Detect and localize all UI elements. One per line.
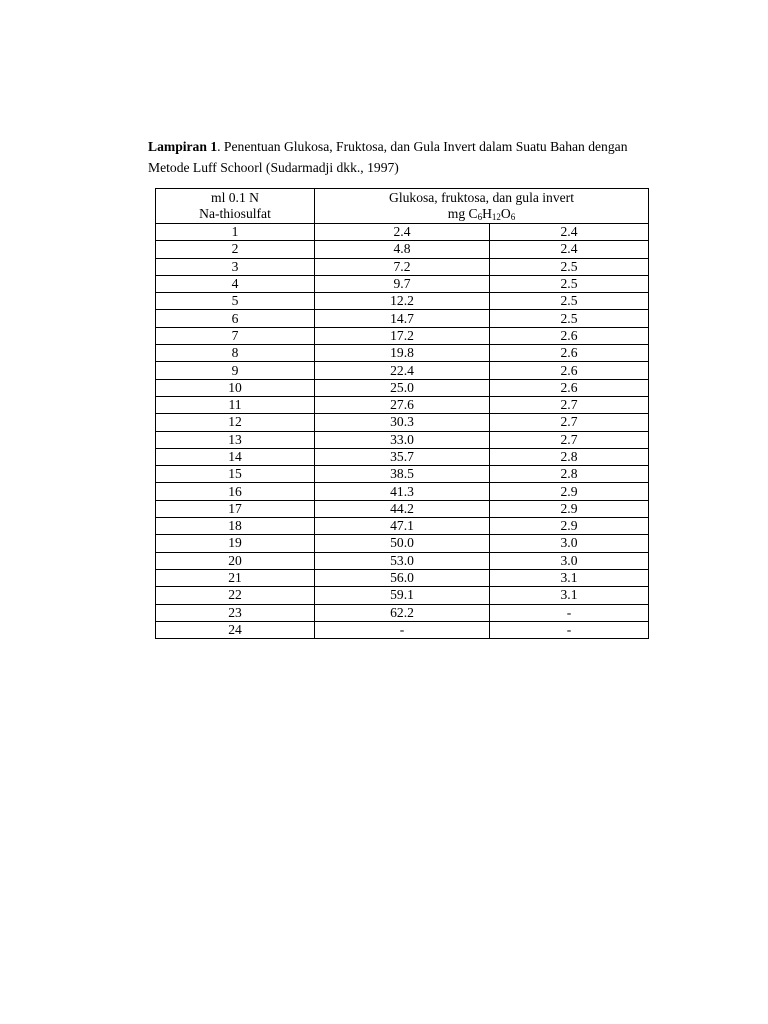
table-row bbox=[156, 327, 649, 344]
table-row bbox=[156, 310, 649, 327]
cell-glukosa-mg: 50.0 bbox=[315, 535, 490, 552]
cell-glukosa-increment: 2.5 bbox=[490, 258, 649, 275]
cell-thiosulfat-ml: 14 bbox=[156, 448, 315, 465]
table-row bbox=[156, 224, 649, 241]
cell-glukosa-mg: 2.4 bbox=[315, 224, 490, 241]
header-thiosulfat bbox=[156, 189, 315, 224]
cell-glukosa-mg: 53.0 bbox=[315, 552, 490, 569]
cell-thiosulfat-ml: 11 bbox=[156, 396, 315, 413]
table-row bbox=[156, 414, 649, 431]
formula-prefix: mg C bbox=[447, 206, 478, 221]
table-row bbox=[156, 535, 649, 552]
cell-glukosa-increment: 3.0 bbox=[490, 552, 649, 569]
cell-glukosa-mg: 47.1 bbox=[315, 518, 490, 535]
table-row bbox=[156, 258, 649, 275]
formula-o: O bbox=[500, 206, 511, 221]
cell-glukosa-mg: 30.3 bbox=[315, 414, 490, 431]
cell-glukosa-increment: 2.9 bbox=[490, 483, 649, 500]
formula-h: H bbox=[482, 206, 492, 221]
cell-glukosa-mg: 17.2 bbox=[315, 327, 490, 344]
table-row bbox=[156, 293, 649, 310]
cell-glukosa-increment: 3.0 bbox=[490, 535, 649, 552]
cell-glukosa-mg: - bbox=[315, 621, 490, 638]
cell-glukosa-increment: 2.7 bbox=[490, 414, 649, 431]
glucose-table-container bbox=[155, 188, 649, 639]
cell-glukosa-increment: 2.8 bbox=[490, 466, 649, 483]
cell-thiosulfat-ml: 4 bbox=[156, 275, 315, 292]
table-row bbox=[156, 587, 649, 604]
cell-thiosulfat-ml: 12 bbox=[156, 414, 315, 431]
formula-sub-hydrogen: 12 bbox=[491, 212, 501, 222]
cell-glukosa-mg: 33.0 bbox=[315, 431, 490, 448]
cell-glukosa-mg: 9.7 bbox=[315, 275, 490, 292]
cell-thiosulfat-ml: 8 bbox=[156, 345, 315, 362]
cell-glukosa-mg: 19.8 bbox=[315, 345, 490, 362]
cell-thiosulfat-ml: 20 bbox=[156, 552, 315, 569]
cell-glukosa-increment: 2.5 bbox=[490, 310, 649, 327]
cell-glukosa-mg: 56.0 bbox=[315, 569, 490, 586]
cell-glukosa-increment: 2.4 bbox=[490, 224, 649, 241]
cell-thiosulfat-ml: 23 bbox=[156, 604, 315, 621]
table-row bbox=[156, 500, 649, 517]
cell-glukosa-increment: 3.1 bbox=[490, 569, 649, 586]
table-row bbox=[156, 466, 649, 483]
cell-glukosa-mg: 27.6 bbox=[315, 396, 490, 413]
cell-glukosa-increment: - bbox=[490, 604, 649, 621]
formula-sub-oxygen: 6 bbox=[510, 212, 516, 222]
cell-thiosulfat-ml: 24 bbox=[156, 621, 315, 638]
caption-label: Lampiran 1 bbox=[148, 139, 218, 154]
header-thiosulfat-line1: ml 0.1 N bbox=[211, 189, 259, 205]
table-row bbox=[156, 275, 649, 292]
header-glukosa-line2 bbox=[448, 206, 516, 221]
cell-thiosulfat-ml: 9 bbox=[156, 362, 315, 379]
table-row bbox=[156, 483, 649, 500]
header-thiosulfat-line2: Na-thiosulfat bbox=[199, 206, 271, 221]
cell-glukosa-mg: 41.3 bbox=[315, 483, 490, 500]
cell-thiosulfat-ml: 16 bbox=[156, 483, 315, 500]
table-row bbox=[156, 518, 649, 535]
cell-glukosa-increment: 2.9 bbox=[490, 500, 649, 517]
cell-glukosa-increment: 2.7 bbox=[490, 431, 649, 448]
cell-thiosulfat-ml: 19 bbox=[156, 535, 315, 552]
table-body bbox=[156, 224, 649, 639]
cell-glukosa-increment: 2.5 bbox=[490, 275, 649, 292]
cell-thiosulfat-ml: 22 bbox=[156, 587, 315, 604]
cell-glukosa-mg: 7.2 bbox=[315, 258, 490, 275]
table-row bbox=[156, 552, 649, 569]
cell-glukosa-mg: 38.5 bbox=[315, 466, 490, 483]
cell-glukosa-mg: 12.2 bbox=[315, 293, 490, 310]
cell-glukosa-increment: 2.6 bbox=[490, 327, 649, 344]
cell-thiosulfat-ml: 21 bbox=[156, 569, 315, 586]
cell-glukosa-mg: 4.8 bbox=[315, 241, 490, 258]
table-row bbox=[156, 431, 649, 448]
cell-glukosa-increment: 3.1 bbox=[490, 587, 649, 604]
cell-thiosulfat-ml: 5 bbox=[156, 293, 315, 310]
header-glukosa bbox=[315, 189, 649, 224]
cell-glukosa-increment: 2.8 bbox=[490, 448, 649, 465]
table-row bbox=[156, 604, 649, 621]
table-row bbox=[156, 362, 649, 379]
cell-thiosulfat-ml: 6 bbox=[156, 310, 315, 327]
cell-glukosa-increment: 2.5 bbox=[490, 293, 649, 310]
table-header bbox=[156, 189, 649, 224]
cell-glukosa-increment: - bbox=[490, 621, 649, 638]
cell-glukosa-mg: 14.7 bbox=[315, 310, 490, 327]
table-row bbox=[156, 345, 649, 362]
cell-glukosa-mg: 35.7 bbox=[315, 448, 490, 465]
table-row bbox=[156, 396, 649, 413]
table-caption bbox=[148, 136, 668, 178]
cell-glukosa-mg: 22.4 bbox=[315, 362, 490, 379]
cell-thiosulfat-ml: 15 bbox=[156, 466, 315, 483]
formula-sub-carbon: 6 bbox=[477, 212, 483, 222]
cell-glukosa-increment: 2.6 bbox=[490, 379, 649, 396]
cell-thiosulfat-ml: 13 bbox=[156, 431, 315, 448]
cell-glukosa-increment: 2.6 bbox=[490, 345, 649, 362]
cell-glukosa-increment: 2.7 bbox=[490, 396, 649, 413]
cell-thiosulfat-ml: 18 bbox=[156, 518, 315, 535]
cell-glukosa-increment: 2.4 bbox=[490, 241, 649, 258]
cell-thiosulfat-ml: 2 bbox=[156, 241, 315, 258]
cell-glukosa-increment: 2.9 bbox=[490, 518, 649, 535]
table-row bbox=[156, 448, 649, 465]
table-row bbox=[156, 241, 649, 258]
cell-thiosulfat-ml: 3 bbox=[156, 258, 315, 275]
header-glukosa-line1: Glukosa, fruktosa, dan gula invert bbox=[389, 189, 574, 205]
cell-thiosulfat-ml: 10 bbox=[156, 379, 315, 396]
cell-glukosa-mg: 59.1 bbox=[315, 587, 490, 604]
cell-glukosa-mg: 25.0 bbox=[315, 379, 490, 396]
luff-schoorl-table bbox=[155, 188, 649, 639]
cell-thiosulfat-ml: 17 bbox=[156, 500, 315, 517]
caption-text: . Penentuan Glukosa, Fruktosa, dan Gula Invert dalam Suatu Bahan dengan Metode Luff Schoorl (Sudarmadji dkk., 1997) bbox=[148, 139, 628, 175]
cell-thiosulfat-ml: 1 bbox=[156, 224, 315, 241]
cell-glukosa-mg: 44.2 bbox=[315, 500, 490, 517]
cell-thiosulfat-ml: 7 bbox=[156, 327, 315, 344]
header-row bbox=[156, 189, 649, 224]
table-row bbox=[156, 621, 649, 638]
cell-glukosa-increment: 2.6 bbox=[490, 362, 649, 379]
table-row bbox=[156, 379, 649, 396]
cell-glukosa-mg: 62.2 bbox=[315, 604, 490, 621]
table-row bbox=[156, 569, 649, 586]
